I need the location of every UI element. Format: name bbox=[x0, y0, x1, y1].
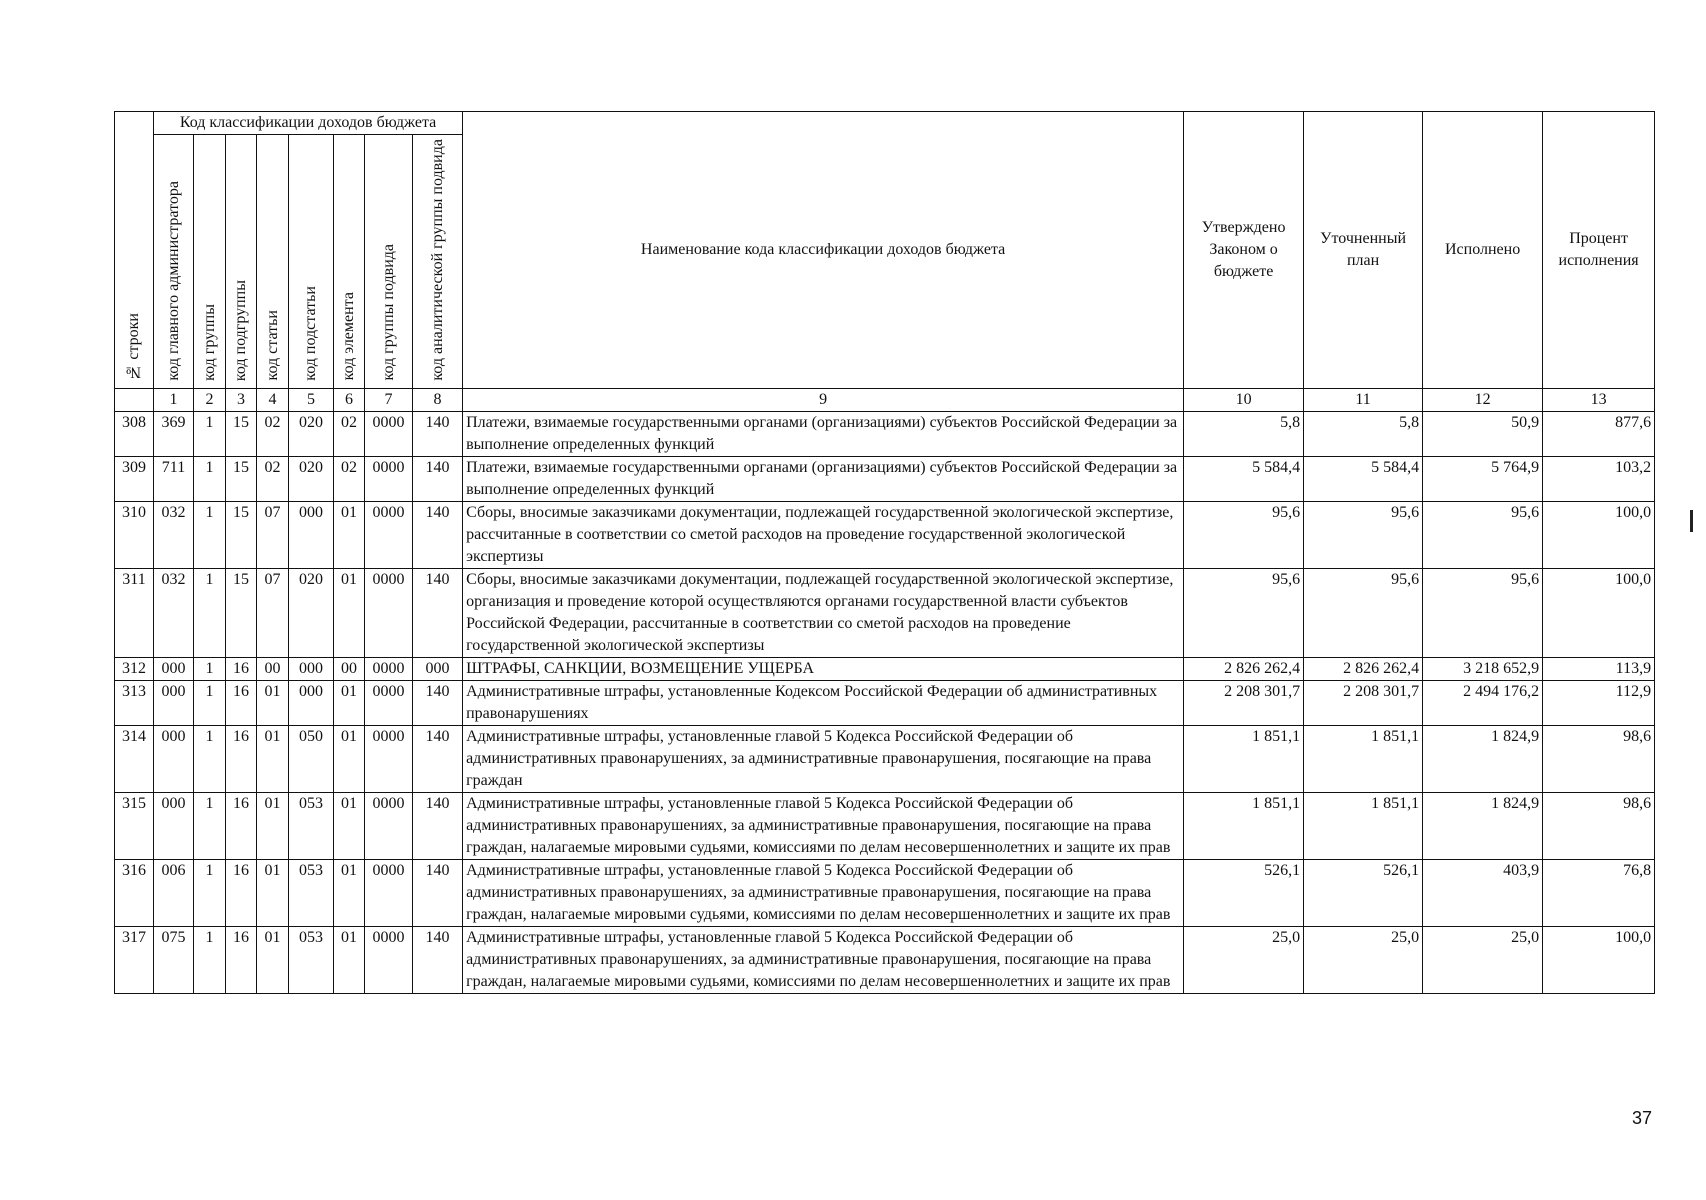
executed-amount: 3 218 652,9 bbox=[1423, 657, 1543, 680]
approved-amount: 5 584,4 bbox=[1184, 456, 1304, 501]
analytic-code: 140 bbox=[413, 568, 463, 657]
executed-amount: 1 824,9 bbox=[1423, 725, 1543, 792]
subgroup-code: 15 bbox=[226, 456, 257, 501]
revenue-name: Административные штрафы, установленные главой 5 Кодекса Российской Федерации об административных правонарушениях, за административные правонарушения, посягающие на права граждан, налагаемые мировыми судьями, комиссиями по делам несовершеннолетних и защите их прав bbox=[463, 859, 1184, 926]
column-number: 9 bbox=[463, 388, 1184, 411]
revenue-name: Административные штрафы, установленные Кодексом Российской Федерации об административных правонарушениях bbox=[463, 680, 1184, 725]
element-code: 00 bbox=[334, 657, 365, 680]
analytic-code: 140 bbox=[413, 501, 463, 568]
element-code: 01 bbox=[334, 680, 365, 725]
table-row bbox=[115, 725, 1655, 792]
revenue-name: Административные штрафы, установленные главой 5 Кодекса Российской Федерации об административных правонарушениях, за административные правонарушения, посягающие на права граждан, налагаемые мировыми судьями, комиссиями по делам несовершеннолетних и защите их прав bbox=[463, 792, 1184, 859]
executed-amount: 1 824,9 bbox=[1423, 792, 1543, 859]
revenue-name: Сборы, вносимые заказчиками документации, подлежащей государственной экологической экспертизе, организация и проведение которой осуществляются органами государственной власти субъектов Российской Федерации, рассчитанные в соответствии со сметой расходов на проведение государственной экологической экспертизы bbox=[463, 568, 1184, 657]
approved-amount: 1 851,1 bbox=[1184, 725, 1304, 792]
analytic-code: 140 bbox=[413, 680, 463, 725]
element-code: 02 bbox=[334, 456, 365, 501]
header-subtype-code: код группы подвида bbox=[365, 135, 413, 389]
row-number: 312 bbox=[115, 657, 154, 680]
admin-code: 000 bbox=[154, 657, 194, 680]
refined-amount: 25,0 bbox=[1304, 926, 1423, 993]
column-number: 1 bbox=[154, 388, 194, 411]
header-admin-code: код главного администратора bbox=[154, 135, 194, 389]
table-row bbox=[115, 411, 1655, 456]
row-number: 315 bbox=[115, 792, 154, 859]
group-code: 1 bbox=[194, 501, 226, 568]
element-code: 01 bbox=[334, 568, 365, 657]
group-code: 1 bbox=[194, 725, 226, 792]
revenue-name: ШТРАФЫ, САНКЦИИ, ВОЗМЕЩЕНИЕ УЩЕРБА bbox=[463, 657, 1184, 680]
column-number: 12 bbox=[1423, 388, 1543, 411]
subarticle-code: 020 bbox=[289, 568, 334, 657]
admin-code: 075 bbox=[154, 926, 194, 993]
executed-amount: 25,0 bbox=[1423, 926, 1543, 993]
budget-revenue-table bbox=[114, 111, 1655, 994]
execution-percent: 103,2 bbox=[1543, 456, 1655, 501]
analytic-code: 140 bbox=[413, 456, 463, 501]
group-code: 1 bbox=[194, 456, 226, 501]
approved-amount: 2 826 262,4 bbox=[1184, 657, 1304, 680]
group-code: 1 bbox=[194, 926, 226, 993]
header-analytic-code: код аналитической группы подвида bbox=[413, 135, 463, 389]
row-number: 314 bbox=[115, 725, 154, 792]
executed-amount: 403,9 bbox=[1423, 859, 1543, 926]
subarticle-code: 053 bbox=[289, 792, 334, 859]
article-code: 07 bbox=[257, 501, 289, 568]
article-code: 01 bbox=[257, 792, 289, 859]
analytic-code: 140 bbox=[413, 859, 463, 926]
admin-code: 032 bbox=[154, 501, 194, 568]
subgroup-code: 16 bbox=[226, 926, 257, 993]
header-refined: Уточненный план bbox=[1304, 112, 1423, 389]
column-number: 11 bbox=[1304, 388, 1423, 411]
subarticle-code: 020 bbox=[289, 411, 334, 456]
subarticle-code: 000 bbox=[289, 657, 334, 680]
row-number: 316 bbox=[115, 859, 154, 926]
column-number: 8 bbox=[413, 388, 463, 411]
execution-percent: 98,6 bbox=[1543, 792, 1655, 859]
article-code: 01 bbox=[257, 926, 289, 993]
approved-amount: 2 208 301,7 bbox=[1184, 680, 1304, 725]
article-code: 01 bbox=[257, 680, 289, 725]
subtype-code: 0000 bbox=[365, 725, 413, 792]
group-code: 1 bbox=[194, 411, 226, 456]
executed-amount: 2 494 176,2 bbox=[1423, 680, 1543, 725]
column-number: 4 bbox=[257, 388, 289, 411]
revenue-name: Сборы, вносимые заказчиками документации, подлежащей государственной экологической экспертизе, рассчитанные в соответствии со сметой расходов на проведение государственной экологической экспертизы bbox=[463, 501, 1184, 568]
subgroup-code: 16 bbox=[226, 680, 257, 725]
refined-amount: 5 584,4 bbox=[1304, 456, 1423, 501]
revenue-name: Платежи, взимаемые государственными органами (организациями) субъектов Российской Федерации за выполнение определенных функций bbox=[463, 411, 1184, 456]
subgroup-code: 15 bbox=[226, 568, 257, 657]
article-code: 01 bbox=[257, 859, 289, 926]
column-number: 5 bbox=[289, 388, 334, 411]
subtype-code: 0000 bbox=[365, 859, 413, 926]
element-code: 01 bbox=[334, 926, 365, 993]
analytic-code: 000 bbox=[413, 657, 463, 680]
row-number: 313 bbox=[115, 680, 154, 725]
execution-percent: 100,0 bbox=[1543, 568, 1655, 657]
header-row-number: № строки bbox=[115, 112, 154, 389]
refined-amount: 1 851,1 bbox=[1304, 725, 1423, 792]
table-row bbox=[115, 859, 1655, 926]
table-row bbox=[115, 501, 1655, 568]
element-code: 02 bbox=[334, 411, 365, 456]
subgroup-code: 15 bbox=[226, 501, 257, 568]
execution-percent: 877,6 bbox=[1543, 411, 1655, 456]
page-number: 37 bbox=[1632, 1108, 1653, 1128]
subtype-code: 0000 bbox=[365, 411, 413, 456]
subtype-code: 0000 bbox=[365, 926, 413, 993]
header-group-code: код группы bbox=[194, 135, 226, 389]
execution-percent: 100,0 bbox=[1543, 926, 1655, 993]
column-number: 3 bbox=[226, 388, 257, 411]
subtype-code: 0000 bbox=[365, 792, 413, 859]
subgroup-code: 16 bbox=[226, 725, 257, 792]
subarticle-code: 000 bbox=[289, 501, 334, 568]
execution-percent: 112,9 bbox=[1543, 680, 1655, 725]
element-code: 01 bbox=[334, 859, 365, 926]
table-row bbox=[115, 568, 1655, 657]
approved-amount: 25,0 bbox=[1184, 926, 1304, 993]
executed-amount: 5 764,9 bbox=[1423, 456, 1543, 501]
group-code: 1 bbox=[194, 680, 226, 725]
header-element-code: код элемента bbox=[334, 135, 365, 389]
subtype-code: 0000 bbox=[365, 657, 413, 680]
refined-amount: 2 826 262,4 bbox=[1304, 657, 1423, 680]
execution-percent: 98,6 bbox=[1543, 725, 1655, 792]
admin-code: 000 bbox=[154, 680, 194, 725]
approved-amount: 5,8 bbox=[1184, 411, 1304, 456]
group-code: 1 bbox=[194, 657, 226, 680]
element-code: 01 bbox=[334, 792, 365, 859]
column-number bbox=[115, 388, 154, 411]
approved-amount: 95,6 bbox=[1184, 501, 1304, 568]
approved-amount: 1 851,1 bbox=[1184, 792, 1304, 859]
header-classification-group: Код классификации доходов бюджета bbox=[154, 112, 463, 135]
subarticle-code: 053 bbox=[289, 926, 334, 993]
group-code: 1 bbox=[194, 568, 226, 657]
subarticle-code: 050 bbox=[289, 725, 334, 792]
article-code: 07 bbox=[257, 568, 289, 657]
analytic-code: 140 bbox=[413, 792, 463, 859]
row-number: 311 bbox=[115, 568, 154, 657]
refined-amount: 526,1 bbox=[1304, 859, 1423, 926]
admin-code: 369 bbox=[154, 411, 194, 456]
revenue-name: Административные штрафы, установленные главой 5 Кодекса Российской Федерации об административных правонарушениях, за административные правонарушения, посягающие на права граждан bbox=[463, 725, 1184, 792]
subtype-code: 0000 bbox=[365, 501, 413, 568]
column-number: 13 bbox=[1543, 388, 1655, 411]
column-number: 10 bbox=[1184, 388, 1304, 411]
refined-amount: 1 851,1 bbox=[1304, 792, 1423, 859]
refined-amount: 2 208 301,7 bbox=[1304, 680, 1423, 725]
subtype-code: 0000 bbox=[365, 680, 413, 725]
table-row bbox=[115, 657, 1655, 680]
subgroup-code: 15 bbox=[226, 411, 257, 456]
header-approved: Утверждено Законом о бюджете bbox=[1184, 112, 1304, 389]
header-subgroup-code: код подгруппы bbox=[226, 135, 257, 389]
header-name: Наименование кода классификации доходов бюджета bbox=[463, 112, 1184, 389]
row-number: 308 bbox=[115, 411, 154, 456]
executed-amount: 95,6 bbox=[1423, 568, 1543, 657]
admin-code: 032 bbox=[154, 568, 194, 657]
subtype-code: 0000 bbox=[365, 456, 413, 501]
execution-percent: 100,0 bbox=[1543, 501, 1655, 568]
header-article-code: код статьи bbox=[257, 135, 289, 389]
refined-amount: 95,6 bbox=[1304, 568, 1423, 657]
article-code: 02 bbox=[257, 411, 289, 456]
revenue-name: Административные штрафы, установленные главой 5 Кодекса Российской Федерации об административных правонарушениях, за административные правонарушения, посягающие на права граждан, налагаемые мировыми судьями, комиссиями по делам несовершеннолетних и защите их прав bbox=[463, 926, 1184, 993]
column-number: 6 bbox=[334, 388, 365, 411]
table-row bbox=[115, 456, 1655, 501]
header-executed: Исполнено bbox=[1423, 112, 1543, 389]
article-code: 00 bbox=[257, 657, 289, 680]
admin-code: 711 bbox=[154, 456, 194, 501]
element-code: 01 bbox=[334, 725, 365, 792]
table-row bbox=[115, 680, 1655, 725]
scan-edge-mark bbox=[1690, 510, 1693, 532]
subarticle-code: 020 bbox=[289, 456, 334, 501]
executed-amount: 50,9 bbox=[1423, 411, 1543, 456]
subarticle-code: 053 bbox=[289, 859, 334, 926]
analytic-code: 140 bbox=[413, 725, 463, 792]
approved-amount: 526,1 bbox=[1184, 859, 1304, 926]
subgroup-code: 16 bbox=[226, 792, 257, 859]
subarticle-code: 000 bbox=[289, 680, 334, 725]
approved-amount: 95,6 bbox=[1184, 568, 1304, 657]
admin-code: 000 bbox=[154, 725, 194, 792]
row-number: 317 bbox=[115, 926, 154, 993]
column-number-row bbox=[115, 388, 1655, 411]
group-code: 1 bbox=[194, 792, 226, 859]
header-subarticle-code: код подстатьи bbox=[289, 135, 334, 389]
table-row bbox=[115, 926, 1655, 993]
subgroup-code: 16 bbox=[226, 657, 257, 680]
element-code: 01 bbox=[334, 501, 365, 568]
subgroup-code: 16 bbox=[226, 859, 257, 926]
group-code: 1 bbox=[194, 859, 226, 926]
execution-percent: 76,8 bbox=[1543, 859, 1655, 926]
subtype-code: 0000 bbox=[365, 568, 413, 657]
analytic-code: 140 bbox=[413, 926, 463, 993]
executed-amount: 95,6 bbox=[1423, 501, 1543, 568]
refined-amount: 95,6 bbox=[1304, 501, 1423, 568]
article-code: 02 bbox=[257, 456, 289, 501]
admin-code: 000 bbox=[154, 792, 194, 859]
execution-percent: 113,9 bbox=[1543, 657, 1655, 680]
row-number: 309 bbox=[115, 456, 154, 501]
refined-amount: 5,8 bbox=[1304, 411, 1423, 456]
row-number: 310 bbox=[115, 501, 154, 568]
column-number: 7 bbox=[365, 388, 413, 411]
header-percent: Процент исполнения bbox=[1543, 112, 1655, 389]
column-number: 2 bbox=[194, 388, 226, 411]
analytic-code: 140 bbox=[413, 411, 463, 456]
article-code: 01 bbox=[257, 725, 289, 792]
table-row bbox=[115, 792, 1655, 859]
revenue-name: Платежи, взимаемые государственными органами (организациями) субъектов Российской Федерации за выполнение определенных функций bbox=[463, 456, 1184, 501]
admin-code: 006 bbox=[154, 859, 194, 926]
